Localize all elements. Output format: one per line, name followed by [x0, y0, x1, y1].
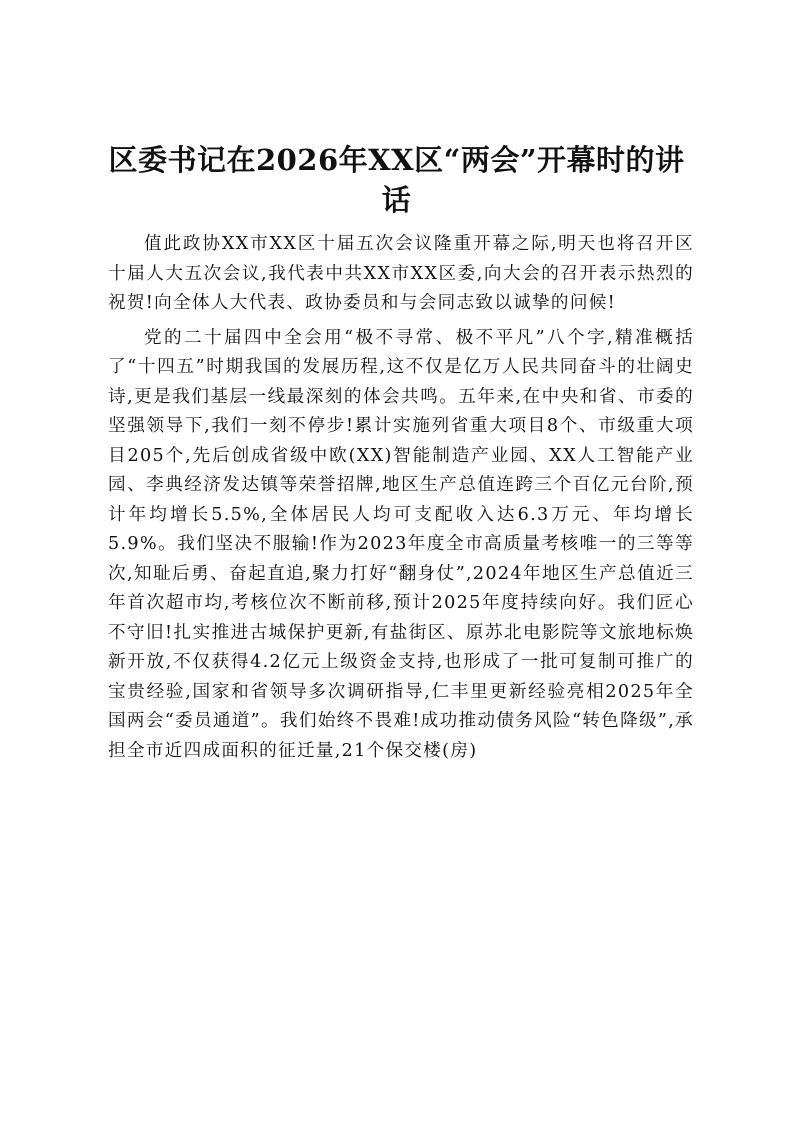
document-body	[108, 230, 694, 771]
paragraph-opening-greeting: 值此政协XX市XX区十届五次会议隆重开幕之际,明天也将召开区十届人大五次会议,我代表中共XX市XX区委,向大会的召开表示热烈的祝贺!向全体人大代表、政协委员和与会同志致以诚挚的问候!	[108, 234, 694, 313]
document-title: 区委书记在2026年XX区“两会”开幕时的讲话	[108, 143, 685, 217]
paragraph-five-year-review: 党的二十届四中全会用“极不寻常、极不平凡”八个字,精准概括了“十四五”时期我国的发展历程,这不仅是亿万人民共同奋斗的壮阔史诗,更是我们基层一线最深刻的体会共鸣。五年来,在中央和省、市委的坚强领导下,我们一刻不停步!累计实施列省重大项目8个、市级重大项目205个,先后创成省级中欧(XX)智能制造产业园、XX人工智能产业园、李典经济发达镇等荣誉招牌,地区生产总值连跨三个百亿元台阶,预计年均增长5.5%,全体居民人均可支配收入达6.3万元、年均增长5.9%。我们坚决不服输!作为2023年度全市高质量考核唯一的三等等次,知耻后勇、奋起直追,聚力打好“翻身仗”,2024年地区生产总值近三年首次超市均,考核位次不断前移,预计2025年度持续向好。我们匠心不守旧!扎实推进古城保护更新,有盐街区、原苏北电影院等文旅地标焕新开放,不仅获得4.2亿元上级资金支持,也形成了一批可复制可推广的宝贵经验,国家和省领导多次调研指导,仁丰里更新经验亮相2025年全国两会“委员通道”。我们始终不畏难!成功推动债务风险“转色降级”,承担全市近四成面积的征迁量,21个保交楼(房)	[108, 327, 694, 761]
